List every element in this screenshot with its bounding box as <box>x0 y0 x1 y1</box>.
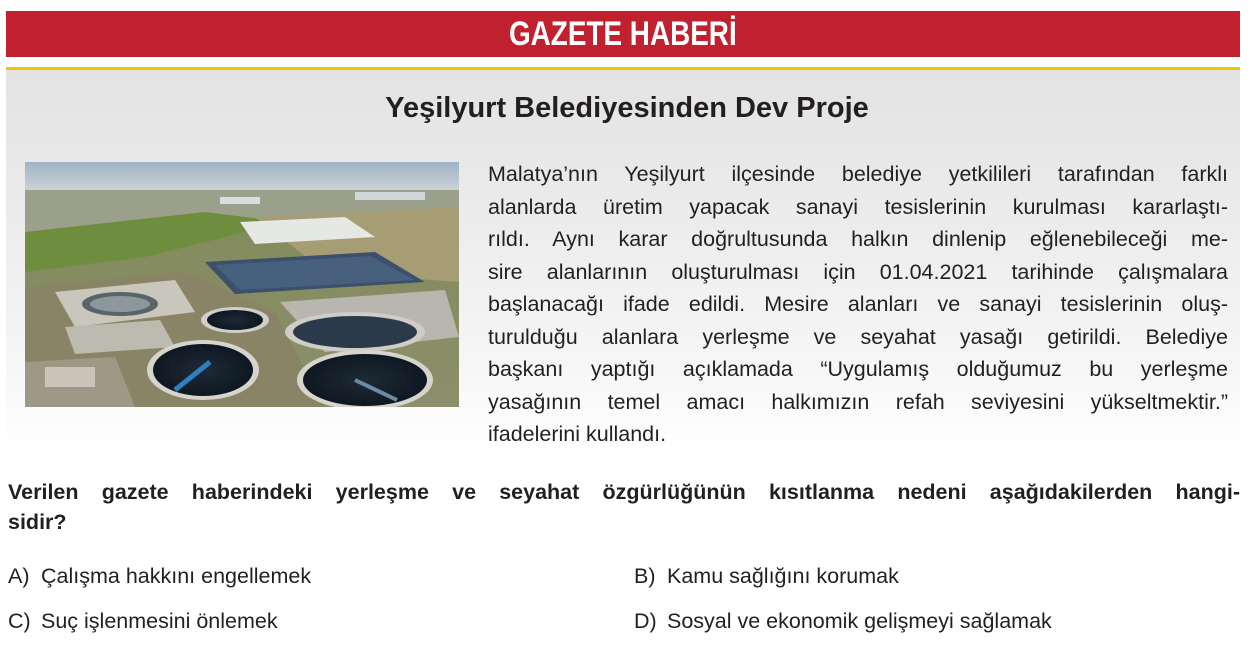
article-line: alanlarda üretim yapacak sanayi tesislerinin kurulması kararlaştı- <box>488 194 1228 219</box>
article-line: başkanı yaptığı açıklamada “Uygulamış olduğumuz bu yerleşme <box>488 357 1228 381</box>
option-text: Çalışma hakkını engellemek <box>41 564 312 588</box>
option-letter: B) <box>634 564 656 588</box>
option-a[interactable] <box>8 562 311 590</box>
option-text: Sosyal ve ekonomik gelişmeyi sağlamak <box>667 609 1052 633</box>
section-banner <box>6 11 1240 57</box>
article-line: sire alanlarının oluşturulması için 01.04.2021 tarihinde çalışmalara <box>488 259 1228 284</box>
article-line: turulduğu alanlara yerleşme ve seyahat yasağı getirildi. Belediye <box>488 324 1228 349</box>
article-line: ifadelerini kullandı. <box>488 422 667 446</box>
question-line: Verilen gazete haberindeki yerleşme ve seyahat özgürlüğünün kısıtlanma nedeni aşağıdakilerden hangi- <box>8 480 1240 504</box>
question-stem <box>8 477 1240 537</box>
news-headline: Yeşilyurt Belediyesinden Dev Proje <box>385 92 869 124</box>
option-letter: D) <box>634 609 657 633</box>
option-b[interactable] <box>634 562 899 590</box>
article-line: yasağının temel amacı halkımızın refah seviyesini yükseltmektir.” <box>488 389 1228 414</box>
question-line: sidir? <box>8 510 67 534</box>
article-line: başlanacağı ifade edildi. Mesire alanları ve sanayi tesislerinin oluş- <box>488 292 1228 316</box>
banner-title: GAZETE HABERİ <box>509 15 737 53</box>
option-text: Suç işlenmesini önlemek <box>41 609 278 633</box>
option-c[interactable] <box>8 607 278 635</box>
option-letter: A) <box>8 564 30 588</box>
treatment-plant-photo <box>25 162 459 407</box>
option-text: Kamu sağlığını korumak <box>667 564 899 588</box>
article-line: Malatya’nın Yeşilyurt ilçesinde belediye yetkilileri tarafından farklı <box>488 162 1228 186</box>
option-d[interactable] <box>634 607 1052 635</box>
option-letter: C) <box>8 609 31 633</box>
article-line: rıldı. Aynı karar doğrultusunda halkın dinlenip eğlenebileceği me- <box>488 227 1228 251</box>
news-article <box>488 158 1228 451</box>
